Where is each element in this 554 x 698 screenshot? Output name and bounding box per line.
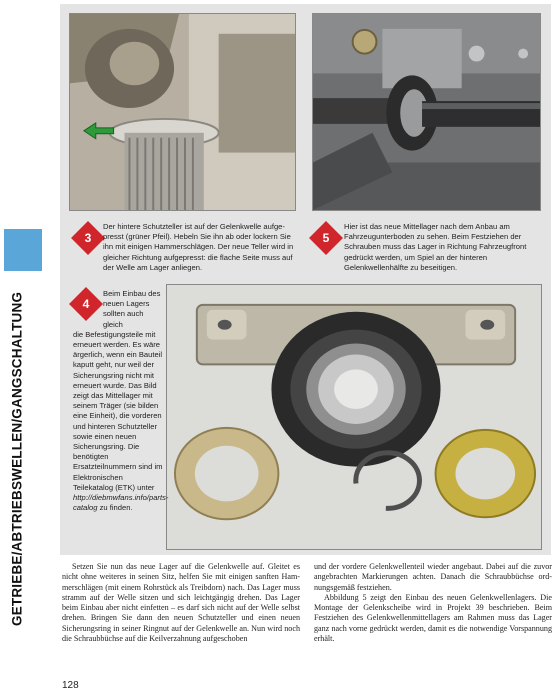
caption-3: Der hintere Schutzteller ist auf der Gelenkwelle aufgepresst (grüner Pfeil). Hebeln Sie ihn ab oder lockern Sie ihn mit einigen Hammerschlägen. Der neue Teller wird in gleicher Richtung aufgepresst: die flache Seite muss auf der Welle am Lager anliegen. — [103, 222, 294, 272]
caption-4-intro: Beim Einbau des neuen Lagers sollten auch gleich — [103, 289, 161, 329]
body-column-left — [62, 562, 300, 644]
body-paragraph-continued: und der vordere Gelenkwellenteil wieder angebaut. Dabei auf die zuvor angebrachten Markierungen achten. Danach die Schraubbüchse ordnungsgemäß festziehen. — [314, 562, 552, 592]
body-paragraph: Setzen Sie nun das neue Lager auf die Gelenkwelle auf. Gleitet es nicht ohne weiteres in seinen Sitz, helfen Sie mit einigen sanften Hammerschlägen (mit einem Rohrstück als Treibdorn) nach. Das Lager muss stramm auf der Welle sitzen und sich leichtgängig drehen. Das Lager beim Einbau aber nicht einfetten – es darf sich nicht auf der Welle selbst drehen. Bringen Sie dann den neuen Schutzteller und einen neuen Sicherungsring in seiner Ringnut auf der Gelenkwelle an. Nun wird noch die Schraubbüchse auf die Keilverzahnung aufgeschoben — [62, 562, 300, 644]
caption-number-badge: 3 — [71, 221, 105, 255]
caption-4 — [73, 289, 169, 513]
body-column-right — [314, 562, 552, 644]
caption-5: Hier ist das neue Mittellager nach dem Anbau am Fahrzeugunterboden zu sehen. Beim Festziehen der Schrauben muss das Lager in Richtung Fahrzeugfront gedrückt werden, um Spiel an der hinteren Gelenkwellenhälfte zu beseitigen. — [344, 222, 527, 272]
caption-4-outro: zu finden. — [99, 503, 133, 513]
chapter-title: GETRIEBE/ABTRIEBSWELLEN/GANGSCHALTUNG — [9, 291, 25, 627]
photo-center-bearing-installed — [312, 13, 541, 211]
chapter-color-tab — [4, 229, 42, 271]
caption-4-text: die Befestigungsteile mit erneuert werden. Es wäre ärgerlich, wenn ein Bauteil kaputt geht, nur weil der Sicherungsring nicht mit erneuert wurde. Das Bild zeigt das Mittellager mit seinem Träger (sie bilden eine Einheit), die vorderen und hinteren Schutzteller sowie einen neuen Sicherungsring. Die benötigten Ersatzteilnummern sind im Elektronischen Teilekatalog (ETK) unter — [73, 329, 163, 492]
page-number: 128 — [62, 680, 79, 691]
caption-number-badge: 5 — [309, 221, 343, 255]
photo-shaft-protection-plate — [69, 13, 296, 211]
body-paragraph: Abbildung 5 zeigt den Einbau des neuen Gelenkwellenlagers. Die Montage der Gelenkscheibe wird in Projekt 39 beschrieben. Beim Festziehen des Gelenkwellenmittellagers am Rahmen muss das Lager ganz nach vorne gedrückt werden, damit es die notwendige Vorspannung erhält. — [314, 592, 552, 644]
photo-bearing-parts-set — [166, 284, 542, 550]
parts-catalog-link[interactable]: http://diebmwfans.info/parts-catalog — [73, 493, 169, 513]
caption-number-badge: 4 — [69, 287, 103, 321]
